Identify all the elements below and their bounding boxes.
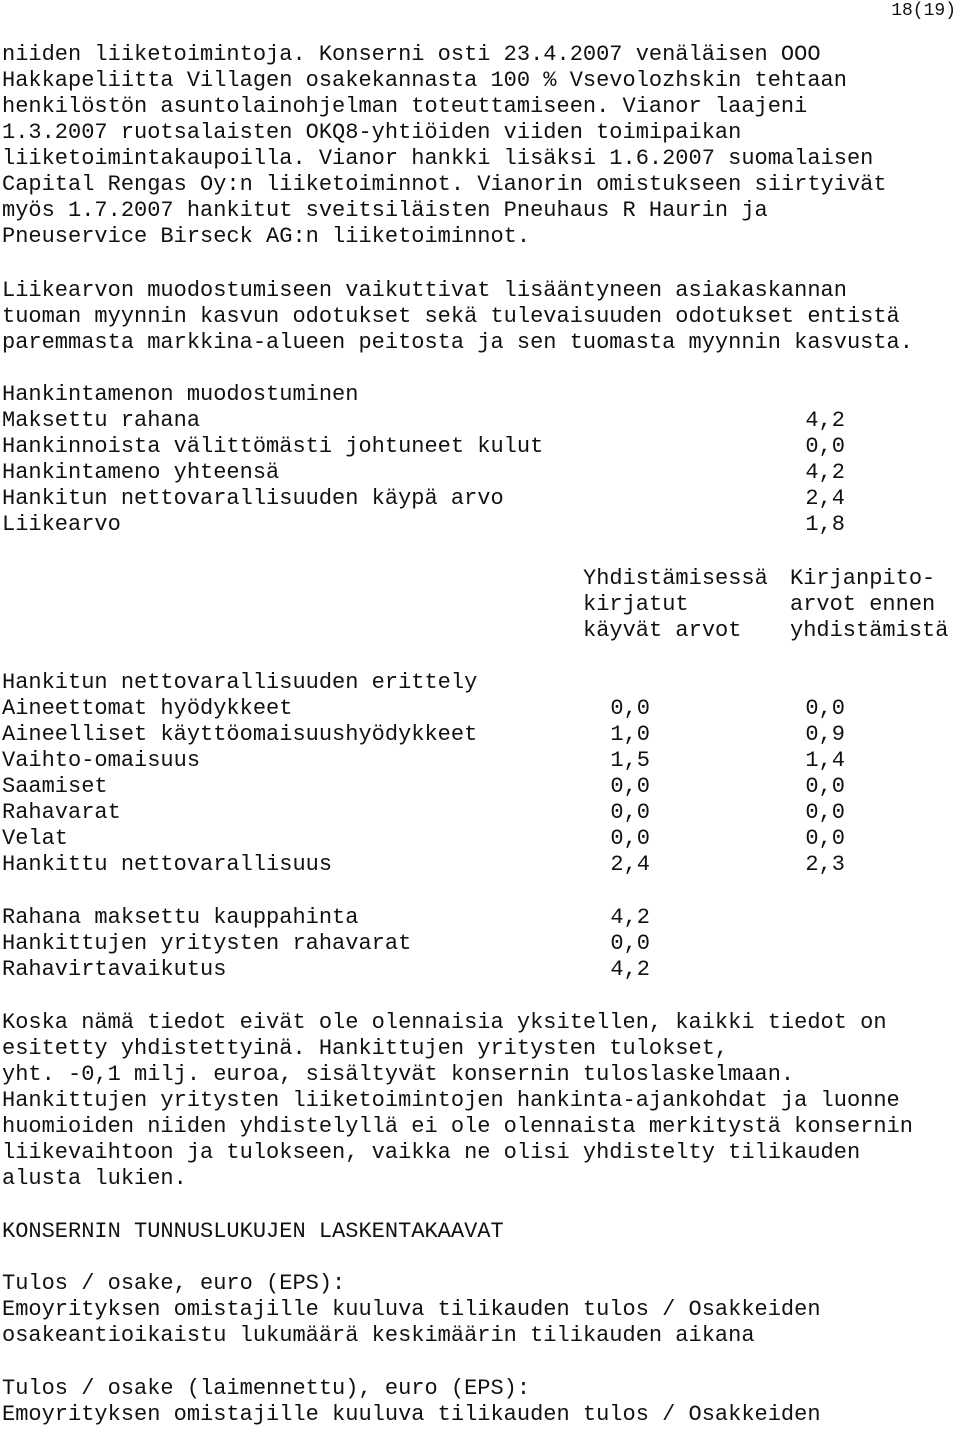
cash-row-label: Rahana maksettu kauppahinta [2, 905, 359, 930]
cost-table-title: Hankintamenon muodostuminen [2, 382, 359, 407]
cost-row-value: 0,0 [805, 434, 845, 459]
text-line: Koska nämä tiedot eivät ole olennaisia yksitellen, kaikki tiedot on [2, 1010, 887, 1035]
asset-row-value-b: 0,0 [805, 774, 845, 799]
cost-row-value: 4,2 [805, 460, 845, 485]
asset-row-label: Velat [2, 826, 69, 851]
cash-row-label: Rahavirtavaikutus [2, 957, 227, 982]
eps-title: Tulos / osake, euro (EPS): [2, 1271, 346, 1296]
text-line: osakeantioikaistu lukumäärä keskimäärin tilikauden aikana [2, 1323, 755, 1348]
asset-row-value-b: 1,4 [805, 748, 845, 773]
text-line: alusta lukien. [2, 1166, 187, 1191]
asset-row-label: Aineettomat hyödykkeet [2, 696, 293, 721]
text-line: liikevaihtoon ja tulokseen, vaikka ne olisi yhdistelty tilikauden [2, 1140, 861, 1165]
asset-row-label: Saamiset [2, 774, 108, 799]
asset-row-label: Hankittu nettovarallisuus [2, 852, 333, 877]
asset-row-value-b: 0,0 [805, 800, 845, 825]
cost-row-value: 2,4 [805, 486, 845, 511]
text-line: liiketoimintakaupoilla. Vianor hankki lisäksi 1.6.2007 suomalaisen [2, 146, 874, 171]
section-heading: KONSERNIN TUNNUSLUKUJEN LASKENTAKAAVAT [2, 1219, 504, 1244]
text-line: henkilöstön asuntolainohjelman toteuttamiseen. Vianor laajeni [2, 94, 808, 119]
cash-row-label: Hankittujen yritysten rahavarat [2, 931, 412, 956]
text-line: Hakkapeliitta Villagen osakekannasta 100 % Vsevolozhskin tehtaan [2, 68, 847, 93]
asset-row-value-b: 2,3 [805, 852, 845, 877]
asset-table-title: Hankitun nettovarallisuuden erittely [2, 670, 478, 695]
text-line: niiden liiketoimintoja. Konserni osti 23.4.2007 venäläisen OOO [2, 42, 821, 67]
cost-row-value: 1,8 [805, 512, 845, 537]
text-line: huomioiden niiden yhdistelyllä ei ole olennaista merkitystä konsernin [2, 1114, 913, 1139]
page-number: 18(19) [891, 1, 956, 21]
col-b-header-line: Kirjanpito- [790, 566, 936, 591]
asset-row-value-a: 0,0 [610, 800, 650, 825]
text-line: yht. -0,1 milj. euroa, sisältyvät konsernin tuloslaskelmaan. [2, 1062, 795, 1087]
text-line: esitetty yhdistettyinä. Hankittujen yritysten tulokset, [2, 1036, 729, 1061]
asset-row-value-a: 0,0 [610, 826, 650, 851]
text-line: Liikearvon muodostumiseen vaikuttivat lisääntyneen asiakaskannan [2, 278, 847, 303]
col-b-header-line: yhdistämistä [790, 618, 949, 643]
asset-row-value-a: 0,0 [610, 696, 650, 721]
asset-row-label: Rahavarat [2, 800, 121, 825]
asset-row-value-b: 0,0 [805, 696, 845, 721]
cash-row-value: 4,2 [610, 905, 650, 930]
col-a-header-line: Yhdistämisessä [583, 566, 768, 591]
asset-row-label: Aineelliset käyttöomaisuushyödykkeet [2, 722, 478, 747]
cost-row-label: Liikearvo [2, 512, 121, 537]
text-line: Capital Rengas Oy:n liiketoiminnot. Vianorin omistukseen siirtyivät [2, 172, 887, 197]
text-line: Pneuservice Birseck AG:n liiketoiminnot. [2, 224, 531, 249]
text-line: Emoyrityksen omistajille kuuluva tilikauden tulos / Osakkeiden [2, 1297, 821, 1322]
asset-row-label: Vaihto-omaisuus [2, 748, 201, 773]
asset-row-value-b: 0,9 [805, 722, 845, 747]
text-line: tuoman myynnin kasvun odotukset sekä tulevaisuuden odotukset entistä [2, 304, 900, 329]
cash-row-value: 0,0 [610, 931, 650, 956]
cost-row-value: 4,2 [805, 408, 845, 433]
text-line: Emoyrityksen omistajille kuuluva tilikauden tulos / Osakkeiden [2, 1402, 821, 1427]
cost-row-label: Maksettu rahana [2, 408, 201, 433]
eps-diluted-title: Tulos / osake (laimennettu), euro (EPS): [2, 1376, 531, 1401]
text-line: 1.3.2007 ruotsalaisten OKQ8-yhtiöiden viiden toimipaikan [2, 120, 742, 145]
text-line: myös 1.7.2007 hankitut sveitsiläisten Pneuhaus R Haurin ja [2, 198, 768, 223]
asset-row-value-a: 1,5 [610, 748, 650, 773]
cash-row-value: 4,2 [610, 957, 650, 982]
asset-row-value-a: 2,4 [610, 852, 650, 877]
cost-row-label: Hankinnoista välittömästi johtuneet kulut [2, 434, 544, 459]
asset-row-value-a: 0,0 [610, 774, 650, 799]
cost-row-label: Hankintameno yhteensä [2, 460, 280, 485]
col-b-header-line: arvot ennen [790, 592, 936, 617]
text-line: Hankittujen yritysten liiketoimintojen hankinta-ajankohdat ja luonne [2, 1088, 900, 1113]
asset-row-value-b: 0,0 [805, 826, 845, 851]
cost-row-label: Hankitun nettovarallisuuden käypä arvo [2, 486, 504, 511]
asset-row-value-a: 1,0 [610, 722, 650, 747]
text-line: paremmasta markkina-alueen peitosta ja sen tuomasta myynnin kasvusta. [2, 330, 913, 355]
col-a-header-line: käyvät arvot [583, 618, 742, 643]
col-a-header-line: kirjatut [583, 592, 689, 617]
